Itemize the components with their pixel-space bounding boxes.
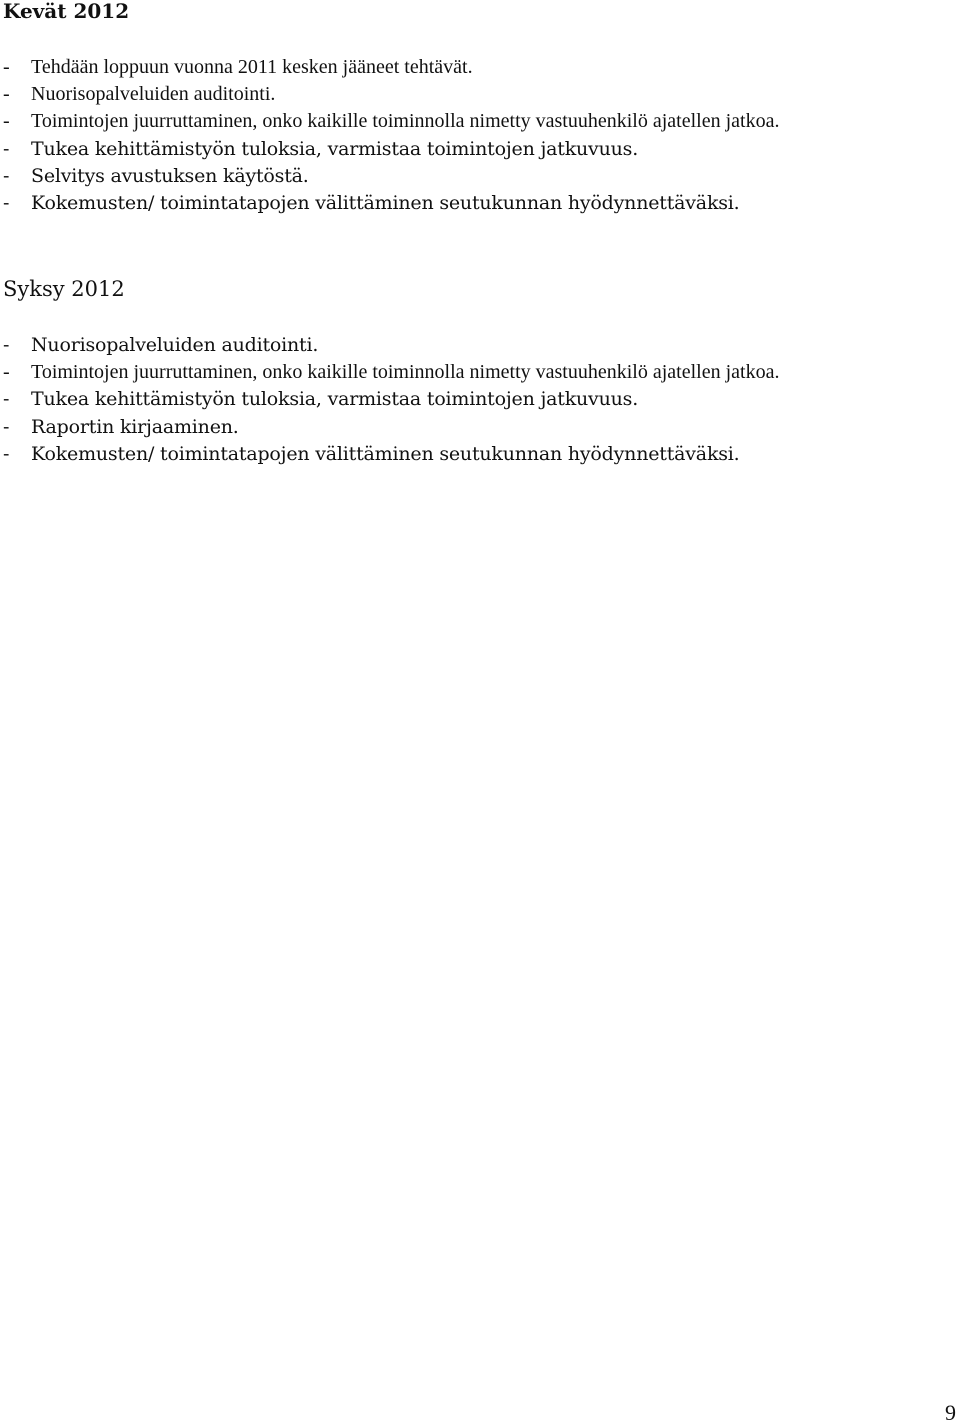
task-list-spring: [0, 54, 958, 217]
list-item-text: Tukea kehittämistyön tuloksia, varmistaa toimintojen jatkuvuus.: [31, 137, 639, 160]
list-item-text: Tukea kehittämistyön tuloksia, varmistaa toimintojen jatkuvuus.: [31, 388, 639, 411]
list-item-text: Nuorisopalveluiden auditointi.: [31, 334, 319, 356]
list-item: [0, 441, 958, 468]
list-item-text: Toimintojen juurruttaminen, onko kaikille toiminnolla nimetty vastuuhenkilö ajatellen jatkoa.: [31, 361, 780, 384]
task-list-autumn: [0, 332, 958, 468]
section-heading-spring: Kevät 2012: [3, 0, 130, 23]
bullet-dash: -: [3, 361, 10, 384]
list-item: [0, 108, 958, 135]
list-item: [0, 163, 958, 190]
list-item-text: Kokemusten/ toimintatapojen välittäminen seutukunnan hyödynnettäväksi.: [31, 192, 740, 215]
list-item: [0, 190, 958, 217]
page-number: 9: [945, 1400, 956, 1425]
list-item: [0, 136, 958, 163]
list-item-text: Nuorisopalveluiden auditointi.: [31, 83, 276, 106]
list-item: [0, 54, 958, 81]
bullet-dash: -: [3, 334, 10, 356]
list-item-text: Tehdään loppuun vuonna 2011 kesken jääneet tehtävät.: [31, 56, 473, 78]
list-item-text: Raportin kirjaaminen.: [31, 415, 239, 438]
bullet-dash: -: [3, 164, 10, 187]
list-item: [0, 359, 958, 386]
list-item-text: Toimintojen juurruttaminen, onko kaikille toiminnolla nimetty vastuuhenkilö ajatellen jatkoa.: [31, 110, 780, 133]
list-item-text: Selvitys avustuksen käytöstä.: [31, 164, 309, 187]
list-item-text: Kokemusten/ toimintatapojen välittäminen seutukunnan hyödynnettäväksi.: [31, 442, 740, 465]
bullet-dash: -: [3, 388, 10, 411]
list-item: [0, 386, 958, 413]
list-item: [0, 414, 958, 441]
list-item: [0, 332, 958, 359]
bullet-dash: -: [3, 415, 10, 438]
bullet-dash: -: [3, 137, 10, 160]
bullet-dash: -: [3, 110, 10, 133]
bullet-dash: -: [3, 83, 10, 106]
section-heading-autumn: Syksy 2012: [3, 277, 125, 301]
list-item: [0, 81, 958, 108]
bullet-dash: -: [3, 56, 10, 78]
bullet-dash: -: [3, 442, 10, 465]
bullet-dash: -: [3, 192, 10, 215]
